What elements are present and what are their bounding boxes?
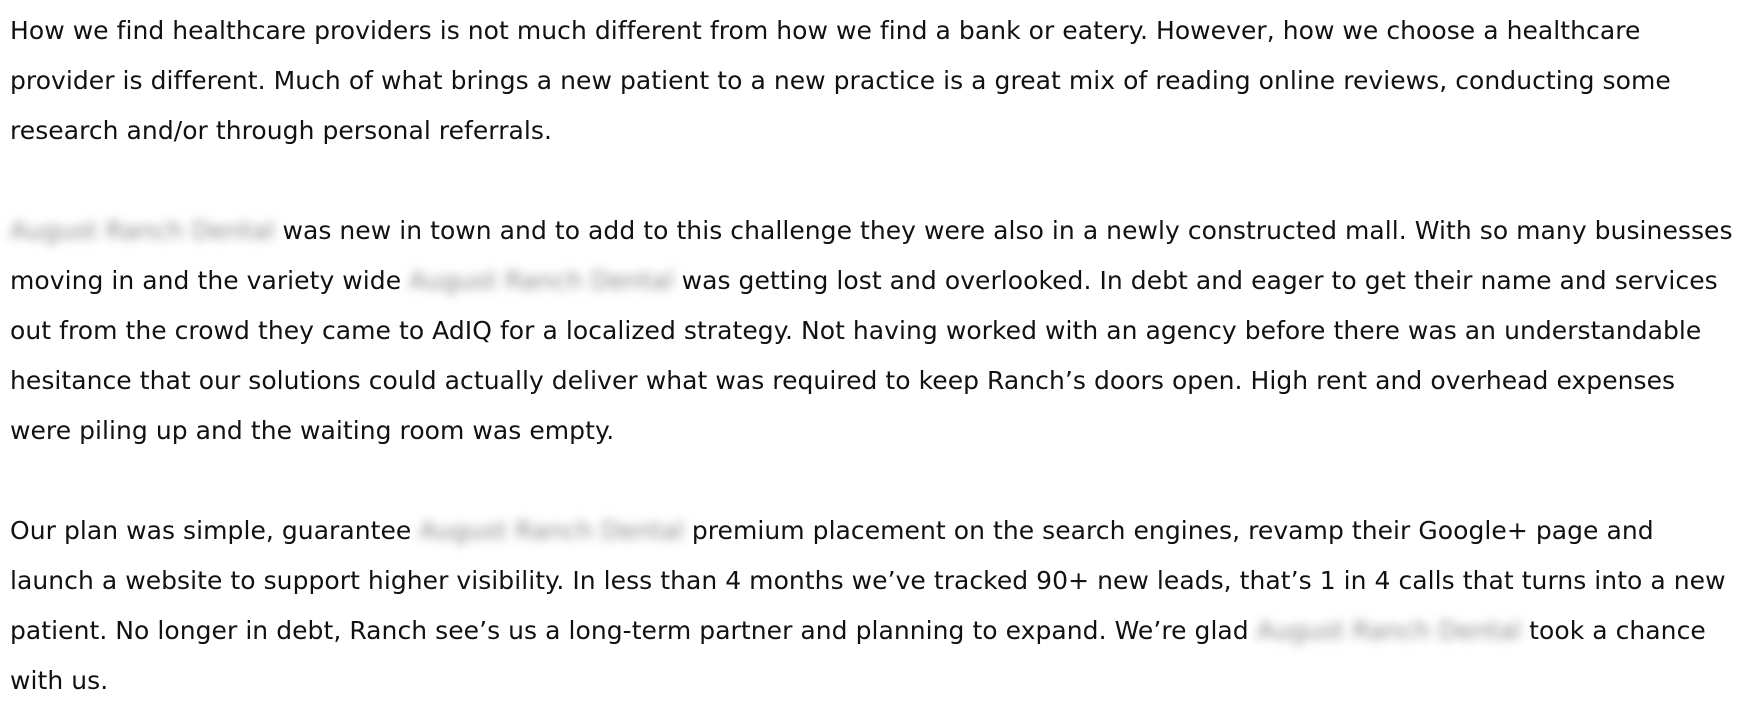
redacted-client-name: August Ranch Dental <box>409 266 674 295</box>
paragraph-results <box>10 506 1744 706</box>
paragraph-text: premium placement on the search engines, revamp their Google+ page and launch a website to support higher visibility. In less than 4 months we’ve tracked 90+ new leads, that’s 1 in 4 calls that turns into a new patient. No longer in debt, Ranch see’s us a long-term partner and planning to expand. We’re glad <box>10 516 1726 645</box>
paragraph-text: took a chance with us. <box>10 616 1706 695</box>
paragraph-text: Our plan was simple, guarantee <box>10 516 420 545</box>
redacted-client-name: August Ranch Dental <box>10 216 275 245</box>
paragraph-text: was getting lost and overlooked. In debt and eager to get their name and services out from the crowd they came to AdIQ for a localized strategy. Not having worked with an agency before there was an understandable hesitance that our solutions could actually deliver what was required to keep Ranch’s doors open. High rent and overhead expenses were piling up and the waiting room was empty. <box>10 266 1718 445</box>
redacted-client-name: August Ranch Dental <box>1256 616 1522 645</box>
paragraph-challenge <box>10 206 1744 456</box>
paragraph-text: How we find healthcare providers is not much different from how we find a bank or eatery. However, how we choose a healthcare provider is different. Much of what brings a new patient to a new practice is a great mix of reading online reviews, conducting some research and/or through personal referrals. <box>10 16 1671 145</box>
redacted-client-name: August Ranch Dental <box>419 516 684 545</box>
paragraph-intro <box>10 6 1744 156</box>
paragraph-text: was new in town and to add to this challenge they were also in a newly constructed mall. With so many businesses moving in and the variety wide <box>10 216 1733 295</box>
